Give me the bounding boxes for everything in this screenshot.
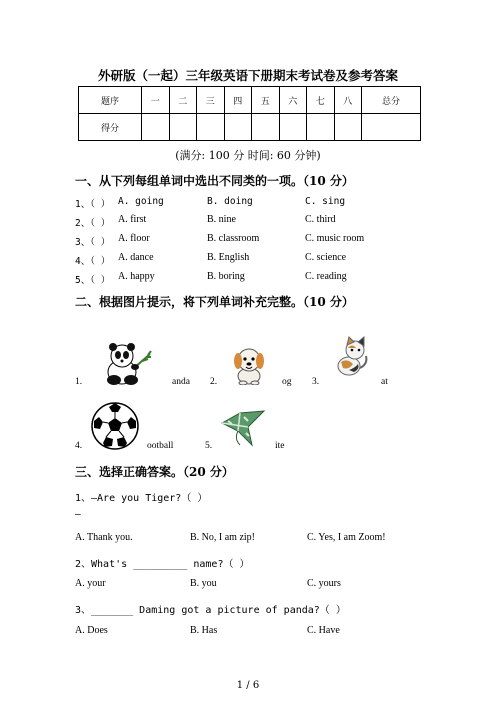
- picture-item-number: 2.: [210, 377, 218, 387]
- score-cell[interactable]: [279, 114, 307, 141]
- option-a: A. dance: [118, 252, 154, 263]
- picture-item-number: 4.: [75, 441, 83, 451]
- option-b: B. you: [190, 578, 217, 589]
- section1-heading: 一、从下列每组单词中选出不同类的一项。（10 分）: [75, 174, 354, 188]
- option-a: A. Does: [75, 625, 108, 636]
- score-cell[interactable]: [197, 114, 225, 141]
- score-table-header: 五: [252, 87, 280, 114]
- score-cell[interactable]: [142, 114, 170, 141]
- picture-item-suffix: at: [381, 377, 388, 387]
- question-text: 1、—Are you Tiger?（ ）: [75, 493, 208, 504]
- score-table-header: 六: [279, 87, 307, 114]
- option-a: A. going: [118, 196, 164, 207]
- score-table-header: 一: [142, 87, 170, 114]
- option-b: B. Has: [190, 625, 218, 636]
- cat-picture: [333, 336, 369, 378]
- option-b: B. nine: [207, 214, 236, 225]
- page-number: 1 / 6: [236, 680, 260, 691]
- picture-item-number: 5.: [205, 441, 213, 451]
- score-cell[interactable]: [334, 114, 362, 141]
- question-text: 2、What's _________ name?（ ）: [75, 559, 250, 570]
- score-table-header: 二: [169, 87, 197, 114]
- score-table-header-row: [79, 87, 421, 114]
- score-cell[interactable]: [307, 114, 335, 141]
- score-cell[interactable]: [252, 114, 280, 141]
- option-a: A. your: [75, 578, 106, 589]
- score-cell[interactable]: [362, 114, 421, 141]
- score-table-header: 总分: [362, 87, 421, 114]
- option-c: C. sing: [305, 196, 346, 207]
- question-number: 3、（ ）: [75, 237, 111, 248]
- panda-picture: [104, 340, 156, 386]
- picture-item-suffix: anda: [172, 377, 190, 387]
- option-b: B. classroom: [207, 233, 260, 244]
- option-c: C. science: [305, 252, 347, 263]
- dog-picture: [232, 345, 266, 385]
- kite-picture: [218, 407, 268, 449]
- section3-heading: 三、选择正确答案。（20 分）: [75, 465, 234, 479]
- score-table-header: 七: [307, 87, 335, 114]
- option-a: A. floor: [118, 233, 150, 244]
- option-b: B. No, I am zip!: [190, 532, 255, 543]
- option-c: C. reading: [305, 271, 347, 282]
- score-table-header: 八: [334, 87, 362, 114]
- football-picture: [90, 401, 140, 451]
- option-b: B. doing: [207, 196, 253, 207]
- option-c: C. Yes, I am Zoom!: [307, 532, 386, 543]
- option-a: A. first: [118, 214, 147, 225]
- picture-item-number: 3.: [312, 377, 320, 387]
- score-cell[interactable]: [224, 114, 252, 141]
- option-c: C. third: [305, 214, 336, 225]
- question-text: 3、_______ Daming got a picture of panda?（ ）: [75, 605, 346, 616]
- score-table-header: 题序: [79, 87, 142, 114]
- picture-item-suffix: ootball: [147, 441, 174, 451]
- question-number: 5、（ ）: [75, 275, 111, 286]
- option-c: C. music room: [305, 233, 365, 244]
- question-number: 2、（ ）: [75, 218, 111, 229]
- option-b: B. English: [207, 252, 250, 263]
- score-cell[interactable]: [169, 114, 197, 141]
- exam-info: (满分: 100 分 时间: 60 分钟): [175, 149, 321, 162]
- question-number: 4、（ ）: [75, 256, 111, 267]
- answer-line: —: [75, 509, 81, 520]
- option-a: A. happy: [118, 271, 155, 282]
- question-number: 1、（ ）: [75, 199, 111, 210]
- picture-item-suffix: og: [282, 377, 292, 387]
- picture-item-number: 1.: [75, 377, 83, 387]
- option-a: A. Thank you.: [75, 532, 133, 543]
- exam-title: 外研版（一起）三年级英语下册期末考试卷及参考答案: [97, 68, 398, 83]
- option-c: C. Have: [307, 625, 340, 636]
- score-table-score-row: [79, 114, 421, 141]
- section2-heading: 二、根据图片提示，将下列单词补充完整。（10 分）: [75, 295, 354, 309]
- score-table: [78, 86, 421, 141]
- option-c: C. yours: [307, 578, 341, 589]
- score-table-header: 三: [197, 87, 225, 114]
- score-row-label: 得分: [79, 114, 142, 141]
- option-b: B. boring: [207, 271, 245, 282]
- score-table-header: 四: [224, 87, 252, 114]
- picture-item-suffix: ite: [275, 441, 285, 451]
